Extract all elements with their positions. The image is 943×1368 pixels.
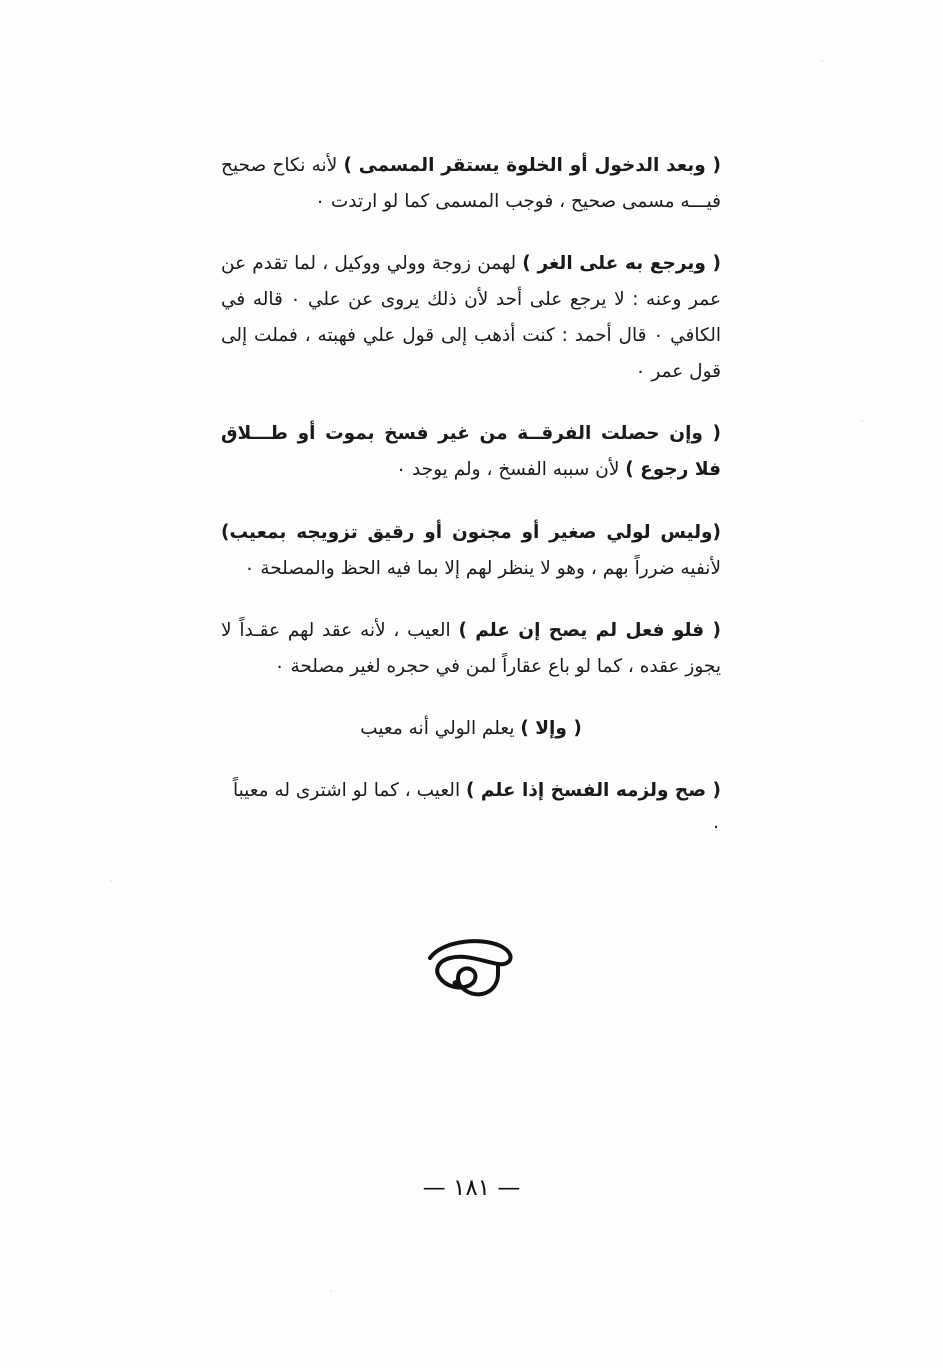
paragraph-5: [221, 613, 721, 685]
paragraph-6: [221, 711, 721, 747]
matn-text: ( وبعد الدخول أو الخلوة يستقر المسمى ): [343, 155, 721, 176]
sharh-text: العيب ، كما لو اشترى له معيباً ٠: [232, 779, 721, 837]
body-text: [221, 148, 721, 871]
matn-text: ( صح ولزمه الفسخ إذا علم ): [465, 779, 721, 801]
page-number: — ١٨١ —: [422, 1175, 521, 1201]
sharh-text: يعلم الولي أنه معيب: [360, 717, 521, 739]
sharh-text: العيب ، لأنه عقد لهم عقـداً لا يجوز عقده ، كما لو باع عقاراً لمن في حجره لغير مصلحة ٠: [221, 619, 721, 677]
sharh-text: لأن سببه الفسخ ، ولم يوجد ٠: [396, 459, 626, 481]
matn-text: ( ويرجع به على الغر ): [522, 253, 721, 275]
sharh-text: لهمن زوجة وولي ووكيل ، لما تقدم عن عمر وعنه : لا يرجع على أحد لأن ذلك يروى عن علي ٠ قاله في الكافي ٠ قال أحمد : كنت أذهب إلى قول علي فهبته ، فملت إلى قول عمر ٠: [221, 253, 721, 383]
sharh-text: لأنه نكاح صحيح فيـــه مسمى صحيح ، فوجب المسمى كما لو ارتدت ٠: [221, 155, 721, 213]
matn-text: (وليس لولي صغير أو مجنون أو رقيق تزويجه بمعيب): [221, 521, 721, 543]
calligraphic-flourish-icon: [412, 930, 532, 1020]
ornament-divider: [0, 930, 943, 1024]
sharh-text: لأنفيه ضرراً بهم ، وهو لا ينظر لهم إلا بما فيه الحظ والمصلحة ٠: [244, 557, 721, 579]
matn-text: ( وإن حصلت الفرقــة من غير فسخ بموت أو طـــلاق فلا رجوع ): [221, 423, 721, 481]
matn-text: ( وإلا ): [520, 717, 582, 739]
paragraph-2: [221, 246, 721, 390]
paragraph-1: [221, 148, 721, 220]
paragraph-7: [221, 773, 721, 845]
matn-text: ( فلو فعل لم يصح إن علم ): [458, 619, 721, 641]
paragraph-4: [221, 515, 721, 587]
paragraph-3: [221, 416, 721, 488]
